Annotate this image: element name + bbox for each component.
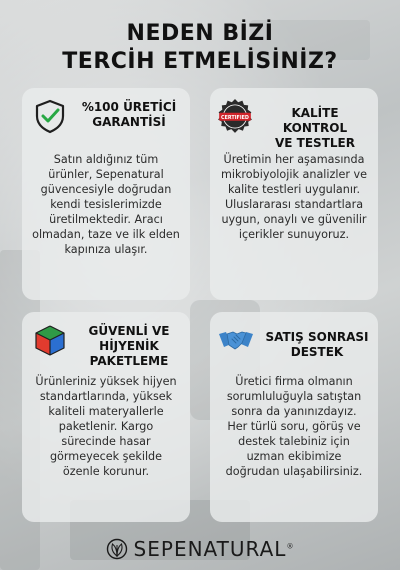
package-cube-icon (32, 322, 68, 358)
page-title (0, 20, 400, 76)
card-title: SATIŞ SONRASI DESTEK (265, 330, 369, 359)
card-header (22, 312, 190, 368)
certified-stamp-text: CERTIFIED (221, 114, 249, 121)
card-body: Üretimin her aşamasında mikrobiyolojik analizler ve kalite testleri uygulanır. Uluslararası standartlara uygun, onaylı ve güvenilir içerikler sunuyoruz. (220, 153, 368, 241)
page-title-line-2: TERCİH ETMELİSİNİZ? (62, 49, 338, 74)
feature-card-manufacturer-guarantee (22, 88, 190, 300)
card-header (210, 88, 378, 150)
feature-card-after-sales-support (210, 312, 378, 522)
leaf-circle-icon (106, 538, 128, 560)
brand-name (134, 537, 295, 561)
feature-card-quality-control (210, 88, 378, 300)
certified-stamp-icon (216, 98, 254, 136)
shield-check-icon (32, 98, 68, 134)
card-title: %100 ÜRETİCİ GARANTİSİ (81, 100, 177, 129)
page-title-line-1: NEDEN BİZİ (126, 21, 274, 46)
card-header (210, 312, 378, 368)
brand-logo (0, 536, 400, 562)
card-title: GÜVENLİ VE HİJYENİK PAKETLEME (88, 324, 170, 368)
card-title: KALİTE KONTROL VE TESTLER (275, 106, 355, 150)
card-body: Ürünleriniz yüksek hijyen standartlarında, yüksek kaliteli materyallerle paketlenir. Kargo sürecinde hasar görmeyecek şekilde özenle korunur. (35, 375, 177, 478)
handshake-icon (216, 322, 256, 358)
registered-mark: ® (286, 542, 295, 551)
feature-card-hygienic-packaging (22, 312, 190, 522)
brand-name-text: SEPENATURAL (133, 537, 287, 561)
card-header (22, 88, 190, 144)
card-body: Satın aldığınız tüm ürünler, Sepenatural güvencesiyle doğrudan kendi tesislerimizde üretilmektedir. Aracı olmadan, taze ve ilk elden kapınıza ulaşır. (32, 153, 180, 256)
card-body: Üretici firma olmanın sorumluluğuyla satıştan sonra da yanınızdayız. Her türlü soru, görüş ve destek talebiniz için uzman ekibimize doğrudan ulaşabilirsiniz. (225, 375, 363, 478)
